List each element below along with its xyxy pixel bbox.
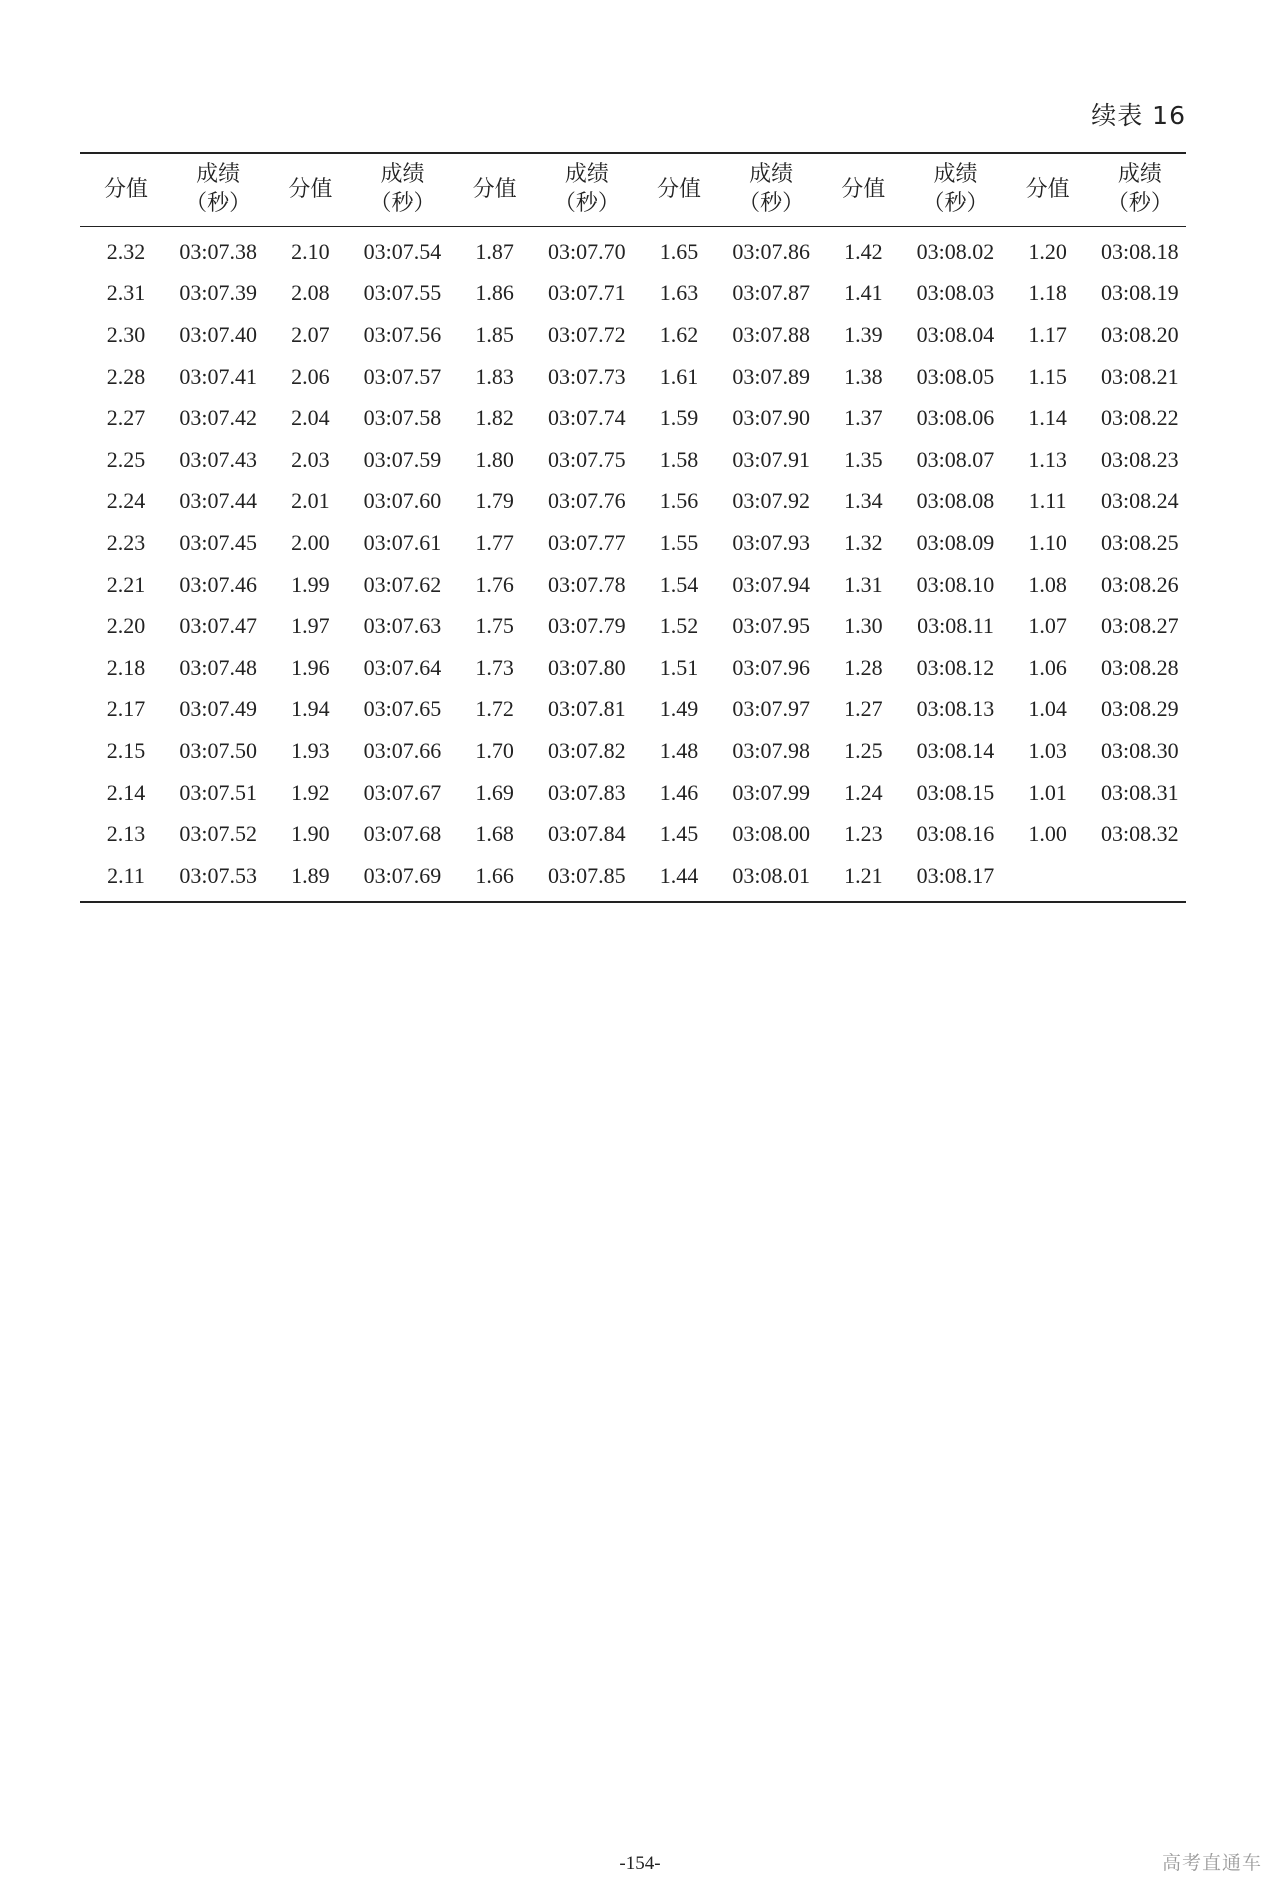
time-cell: 03:07.71 xyxy=(548,280,626,306)
score-cell: 1.58 xyxy=(659,446,699,472)
score-cell: 1.38 xyxy=(844,363,883,389)
score-cell: 2.32 xyxy=(106,238,146,264)
table-row xyxy=(80,356,1186,398)
header-label: 成绩 xyxy=(933,162,978,188)
header-label: 分值 xyxy=(1025,176,1070,202)
score-cell: 1.99 xyxy=(291,571,330,597)
table-row xyxy=(80,689,1186,731)
time-cell: 03:08.13 xyxy=(916,696,995,722)
score-cell: 1.70 xyxy=(475,737,514,763)
time-cell: 03:07.47 xyxy=(179,613,257,639)
time-cell: 03:07.38 xyxy=(179,238,257,264)
score-cell: 1.68 xyxy=(475,821,514,847)
time-cell: 03:07.74 xyxy=(548,405,626,431)
score-cell: 2.03 xyxy=(291,446,330,472)
time-cell: 03:07.66 xyxy=(363,737,442,763)
header-unit: （秒） xyxy=(553,191,620,216)
time-cell: 03:08.07 xyxy=(916,446,995,472)
time-cell: 03:07.62 xyxy=(363,571,442,597)
score-cell: 1.15 xyxy=(1028,363,1067,389)
time-cell: 03:08.26 xyxy=(1101,571,1179,597)
time-cell: 03:07.85 xyxy=(548,862,626,888)
table-row xyxy=(80,813,1186,855)
score-cell: 1.21 xyxy=(844,862,883,888)
time-cell: 03:07.90 xyxy=(732,405,810,431)
header-label: 分值 xyxy=(103,176,148,202)
time-cell: 03:07.80 xyxy=(548,654,626,680)
time-cell: 03:07.69 xyxy=(363,862,442,888)
time-cell: 03:07.45 xyxy=(179,529,257,555)
time-cell: 03:08.29 xyxy=(1101,696,1179,722)
score-cell: 2.06 xyxy=(291,363,330,389)
time-cell: 03:07.94 xyxy=(732,571,810,597)
score-cell: 2.14 xyxy=(106,779,146,805)
table-row xyxy=(80,397,1186,439)
score-cell: 2.13 xyxy=(106,821,146,847)
score-cell: 1.30 xyxy=(844,613,883,639)
header-row xyxy=(80,153,1186,227)
score-cell: 1.20 xyxy=(1028,238,1067,264)
score-cell: 1.11 xyxy=(1028,488,1067,514)
time-cell: 03:08.18 xyxy=(1101,238,1179,264)
table-row xyxy=(80,481,1186,523)
table-row xyxy=(80,564,1186,606)
score-cell: 2.20 xyxy=(106,613,146,639)
table-row xyxy=(80,605,1186,647)
time-cell: 03:08.22 xyxy=(1101,405,1179,431)
time-cell: 03:07.64 xyxy=(363,654,442,680)
score-cell: 2.01 xyxy=(291,488,330,514)
header-label: 成绩 xyxy=(380,162,425,188)
time-cell: 03:07.93 xyxy=(732,529,810,555)
time-cell: 03:07.89 xyxy=(732,363,810,389)
time-cell: 03:07.83 xyxy=(548,779,626,805)
score-cell: 1.37 xyxy=(844,405,883,431)
header-time xyxy=(1094,153,1186,227)
header-time xyxy=(356,153,448,227)
time-cell: 03:07.98 xyxy=(732,737,810,763)
time-cell: 03:08.01 xyxy=(732,862,810,888)
score-cell: 1.62 xyxy=(659,321,699,347)
header-score xyxy=(449,153,541,227)
score-cell: 1.92 xyxy=(291,779,330,805)
time-cell: 03:07.78 xyxy=(548,571,626,597)
score-cell: 1.48 xyxy=(659,737,699,763)
time-cell: 03:07.40 xyxy=(179,321,257,347)
time-cell: 03:07.68 xyxy=(363,821,442,847)
time-cell: 03:07.53 xyxy=(179,862,257,888)
score-cell: 2.10 xyxy=(291,238,330,264)
time-cell: 03:08.06 xyxy=(916,405,995,431)
score-cell: 2.18 xyxy=(106,654,146,680)
score-cell: 1.77 xyxy=(475,529,514,555)
header-label: 分值 xyxy=(841,176,886,202)
time-cell: 03:07.50 xyxy=(179,737,257,763)
score-cell: 1.80 xyxy=(475,446,514,472)
table-body xyxy=(80,227,1186,902)
time-cell: 03:07.54 xyxy=(363,238,442,264)
score-cell: 1.52 xyxy=(659,613,699,639)
time-cell: 03:07.55 xyxy=(363,280,442,306)
header-label: 成绩 xyxy=(564,162,609,188)
score-cell: 1.46 xyxy=(659,779,699,805)
time-cell: 03:07.91 xyxy=(732,446,810,472)
score-cell: 1.04 xyxy=(1028,696,1067,722)
score-cell: 1.13 xyxy=(1028,446,1067,472)
score-cell: 2.00 xyxy=(291,529,330,555)
score-cell: 1.06 xyxy=(1028,654,1067,680)
score-cell: 2.11 xyxy=(107,862,145,888)
header-unit: （秒） xyxy=(1106,191,1173,216)
time-cell: 03:08.24 xyxy=(1101,488,1179,514)
time-cell: 03:07.42 xyxy=(179,405,257,431)
time-cell xyxy=(1094,855,1186,902)
time-cell: 03:07.59 xyxy=(363,446,442,472)
score-cell: 2.25 xyxy=(106,446,146,472)
score-cell: 1.32 xyxy=(844,529,883,555)
header-time xyxy=(909,153,1001,227)
time-cell: 03:07.96 xyxy=(732,654,810,680)
score-cell: 1.44 xyxy=(659,862,699,888)
table-row xyxy=(80,522,1186,564)
score-cell: 1.10 xyxy=(1028,529,1067,555)
header-unit: （秒） xyxy=(185,191,252,216)
time-cell: 03:07.97 xyxy=(732,696,810,722)
score-cell: 1.07 xyxy=(1028,613,1067,639)
table-row xyxy=(80,772,1186,814)
time-cell: 03:07.67 xyxy=(363,779,442,805)
header-unit: （秒） xyxy=(922,191,989,216)
score-cell: 1.72 xyxy=(475,696,514,722)
score-cell: 1.66 xyxy=(475,862,514,888)
time-cell: 03:07.87 xyxy=(732,280,810,306)
header-score xyxy=(80,153,172,227)
score-cell: 2.15 xyxy=(106,737,146,763)
score-cell: 1.90 xyxy=(291,821,330,847)
score-cell: 1.87 xyxy=(475,238,514,264)
table-row xyxy=(80,273,1186,315)
header-score xyxy=(633,153,725,227)
score-cell: 2.07 xyxy=(291,321,330,347)
time-cell: 03:08.09 xyxy=(916,529,995,555)
table-caption: 续表 16 xyxy=(1091,101,1186,130)
score-cell: 1.75 xyxy=(475,613,514,639)
score-cell: 1.73 xyxy=(475,654,514,680)
time-cell: 03:08.21 xyxy=(1101,363,1179,389)
time-cell: 03:07.61 xyxy=(363,529,442,555)
score-cell: 1.31 xyxy=(844,571,883,597)
score-cell: 2.23 xyxy=(106,529,146,555)
time-cell: 03:07.70 xyxy=(548,238,626,264)
time-cell: 03:08.15 xyxy=(916,779,995,805)
time-cell: 03:08.25 xyxy=(1101,529,1179,555)
header-label: 分值 xyxy=(288,176,333,202)
score-cell: 1.59 xyxy=(659,405,699,431)
time-cell: 03:08.19 xyxy=(1101,280,1179,306)
header-label: 成绩 xyxy=(1117,162,1162,188)
score-cell: 1.85 xyxy=(475,321,514,347)
watermark-logo-text: 高考直通车 xyxy=(1161,1852,1262,1874)
score-cell: 1.03 xyxy=(1028,737,1067,763)
score-cell: 1.97 xyxy=(291,613,330,639)
time-cell: 03:08.16 xyxy=(916,821,995,847)
score-cell: 1.65 xyxy=(659,238,699,264)
score-cell: 1.41 xyxy=(844,280,883,306)
time-cell: 03:07.79 xyxy=(548,613,626,639)
time-cell: 03:07.81 xyxy=(548,696,626,722)
time-cell: 03:07.63 xyxy=(363,613,442,639)
time-cell: 03:07.48 xyxy=(179,654,257,680)
time-cell: 03:08.14 xyxy=(916,737,995,763)
page-number: -154- xyxy=(619,1853,661,1874)
score-cell: 2.21 xyxy=(106,571,146,597)
score-cell: 1.28 xyxy=(844,654,883,680)
score-cell: 1.23 xyxy=(844,821,883,847)
score-cell: 1.34 xyxy=(844,488,883,514)
time-cell: 03:07.39 xyxy=(179,280,257,306)
time-cell: 03:08.12 xyxy=(916,654,995,680)
time-cell: 03:07.43 xyxy=(179,446,257,472)
time-cell: 03:08.30 xyxy=(1101,737,1179,763)
score-table xyxy=(80,152,1186,903)
time-cell: 03:07.58 xyxy=(363,405,442,431)
time-cell: 03:07.41 xyxy=(179,363,257,389)
header-time xyxy=(541,153,633,227)
score-cell: 2.04 xyxy=(291,405,330,431)
header-score xyxy=(1002,153,1094,227)
time-cell: 03:08.20 xyxy=(1101,321,1179,347)
time-cell: 03:08.31 xyxy=(1101,779,1179,805)
score-cell: 1.18 xyxy=(1028,280,1067,306)
table-row xyxy=(80,855,1186,902)
score-cell: 1.51 xyxy=(659,654,699,680)
score-cell: 2.24 xyxy=(106,488,146,514)
time-cell: 03:07.52 xyxy=(179,821,257,847)
header-label: 成绩 xyxy=(749,162,794,188)
time-cell: 03:07.75 xyxy=(548,446,626,472)
score-cell: 1.93 xyxy=(291,737,330,763)
score-cell: 2.08 xyxy=(291,280,330,306)
time-cell: 03:08.03 xyxy=(916,280,995,306)
table-header xyxy=(80,153,1186,227)
score-cell: 1.35 xyxy=(844,446,883,472)
header-label: 分值 xyxy=(472,176,517,202)
time-cell: 03:07.44 xyxy=(179,488,257,514)
score-cell: 1.27 xyxy=(844,696,883,722)
time-cell: 03:08.11 xyxy=(917,613,994,639)
table-row xyxy=(80,439,1186,481)
time-cell: 03:08.28 xyxy=(1101,654,1179,680)
score-cell: 2.31 xyxy=(106,280,146,306)
time-cell: 03:07.60 xyxy=(363,488,442,514)
time-cell: 03:07.51 xyxy=(179,779,257,805)
table-row xyxy=(80,647,1186,689)
header-unit: （秒） xyxy=(738,191,805,216)
table-row xyxy=(80,227,1186,273)
score-cell: 1.08 xyxy=(1028,571,1067,597)
time-cell: 03:07.84 xyxy=(548,821,626,847)
score-cell: 1.45 xyxy=(659,821,699,847)
time-cell: 03:08.32 xyxy=(1101,821,1179,847)
score-cell: 1.17 xyxy=(1028,321,1067,347)
header-time xyxy=(172,153,264,227)
time-cell: 03:08.04 xyxy=(916,321,995,347)
time-cell: 03:07.88 xyxy=(732,321,810,347)
score-cell: 1.55 xyxy=(659,529,699,555)
score-cell: 1.63 xyxy=(659,280,699,306)
score-cell: 1.69 xyxy=(475,779,514,805)
time-cell: 03:08.17 xyxy=(916,862,995,888)
score-cell: 1.96 xyxy=(291,654,330,680)
time-cell: 03:07.86 xyxy=(732,238,810,264)
time-cell: 03:08.02 xyxy=(916,238,995,264)
score-cell: 1.01 xyxy=(1028,779,1067,805)
time-cell: 03:07.49 xyxy=(179,696,257,722)
table-row xyxy=(80,730,1186,772)
score-cell: 1.39 xyxy=(844,321,883,347)
time-cell: 03:07.65 xyxy=(363,696,442,722)
time-cell: 03:07.82 xyxy=(548,737,626,763)
score-cell: 1.14 xyxy=(1028,405,1067,431)
time-cell: 03:08.05 xyxy=(916,363,995,389)
score-cell: 1.94 xyxy=(291,696,330,722)
score-cell: 1.61 xyxy=(659,363,699,389)
score-cell: 1.83 xyxy=(475,363,514,389)
score-cell: 2.17 xyxy=(106,696,146,722)
time-cell: 03:07.76 xyxy=(548,488,626,514)
score-cell: 2.30 xyxy=(106,321,146,347)
time-cell: 03:08.08 xyxy=(916,488,995,514)
time-cell: 03:07.56 xyxy=(363,321,442,347)
score-cell: 2.27 xyxy=(106,405,146,431)
time-cell: 03:08.23 xyxy=(1101,446,1179,472)
score-cell: 1.76 xyxy=(475,571,514,597)
time-cell: 03:07.92 xyxy=(732,488,810,514)
table-row xyxy=(80,314,1186,356)
header-label: 分值 xyxy=(656,176,701,202)
header-score xyxy=(817,153,909,227)
header-time xyxy=(725,153,817,227)
score-cell: 1.82 xyxy=(475,405,514,431)
time-cell: 03:07.77 xyxy=(548,529,626,555)
score-cell: 1.79 xyxy=(475,488,514,514)
score-cell: 1.89 xyxy=(291,862,330,888)
score-cell: 1.42 xyxy=(844,238,883,264)
score-cell: 2.28 xyxy=(106,363,146,389)
time-cell: 03:08.10 xyxy=(916,571,995,597)
score-cell xyxy=(1002,855,1094,902)
time-cell: 03:07.72 xyxy=(548,321,626,347)
header-score xyxy=(264,153,356,227)
score-cell: 1.24 xyxy=(844,779,883,805)
time-cell: 03:08.27 xyxy=(1101,613,1179,639)
score-cell: 1.86 xyxy=(475,280,514,306)
score-cell: 1.49 xyxy=(659,696,699,722)
score-cell: 1.25 xyxy=(844,737,883,763)
score-cell: 1.00 xyxy=(1028,821,1067,847)
time-cell: 03:07.73 xyxy=(548,363,626,389)
score-cell: 1.56 xyxy=(659,488,699,514)
time-cell: 03:07.57 xyxy=(363,363,442,389)
time-cell: 03:08.00 xyxy=(732,821,810,847)
score-cell: 1.54 xyxy=(659,571,699,597)
time-cell: 03:07.99 xyxy=(732,779,810,805)
header-label: 成绩 xyxy=(196,162,241,188)
time-cell: 03:07.46 xyxy=(179,571,257,597)
time-cell: 03:07.95 xyxy=(732,613,810,639)
header-unit: （秒） xyxy=(369,191,436,216)
